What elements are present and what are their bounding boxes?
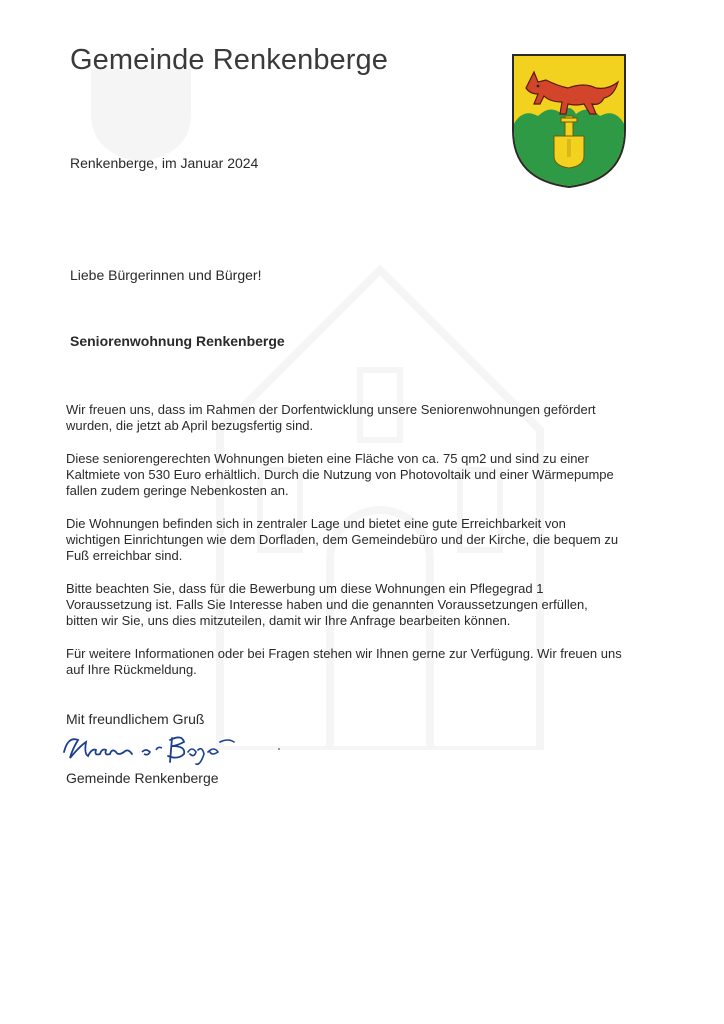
signer-name: Gemeinde Renkenberge: [66, 770, 219, 786]
date-line: Renkenberge, im Januar 2024: [70, 155, 259, 171]
subject-heading: Seniorenwohnung Renkenberge: [70, 333, 285, 349]
salutation: Liebe Bürgerinnen und Bürger!: [70, 267, 262, 283]
body-paragraph: Für weitere Informationen oder bei Fragen stehen wir Ihnen gerne zur Verfügung. Wir freuen uns auf Ihre Rückmeldung.: [66, 646, 622, 677]
body-paragraph: Wir freuen uns, dass im Rahmen der Dorfentwicklung unsere Seniorenwohnungen gefördert wurden, die jetzt ab April bezugsfertig sind.: [66, 402, 596, 433]
body-paragraph: Die Wohnungen befinden sich in zentraler Lage und bietet eine gute Erreichbarkeit von wichtigen Einrichtungen wie dem Dorfladen, dem Gemeindebüro und der Kirche, die bequem zu Fuß erreichbar sind.: [66, 516, 619, 563]
faint-crest-watermark-icon: [86, 64, 196, 164]
letter-body: [66, 402, 622, 695]
body-paragraph: Diese seniorengerechten Wohnungen bieten eine Fläche von ca. 75 qm2 und sind zu einer Kaltmiete von 530 Euro erhältlich. Durch die Nutzung von Photovoltaik und einer Wärmepumpe fallen zudem geringe Nebenkosten an.: [66, 451, 614, 498]
scan-speck: [278, 748, 280, 750]
coat-of-arms-fox-spade-icon: [510, 52, 628, 190]
closing-phrase: Mit freundlichem Gruß: [66, 711, 205, 727]
body-paragraph: Bitte beachten Sie, dass für die Bewerbung um diese Wohnungen ein Pflegegrad 1 Voraussetzung ist. Falls Sie Interesse haben und die genannten Voraussetzungen erfüllen, bitten wir Sie, uns dies mitzuteilen, damit wir Ihre Anfrage bearbeiten können.: [66, 581, 588, 628]
handwritten-signature: [58, 728, 238, 768]
municipality-title: Gemeinde Renkenberge: [70, 44, 388, 76]
